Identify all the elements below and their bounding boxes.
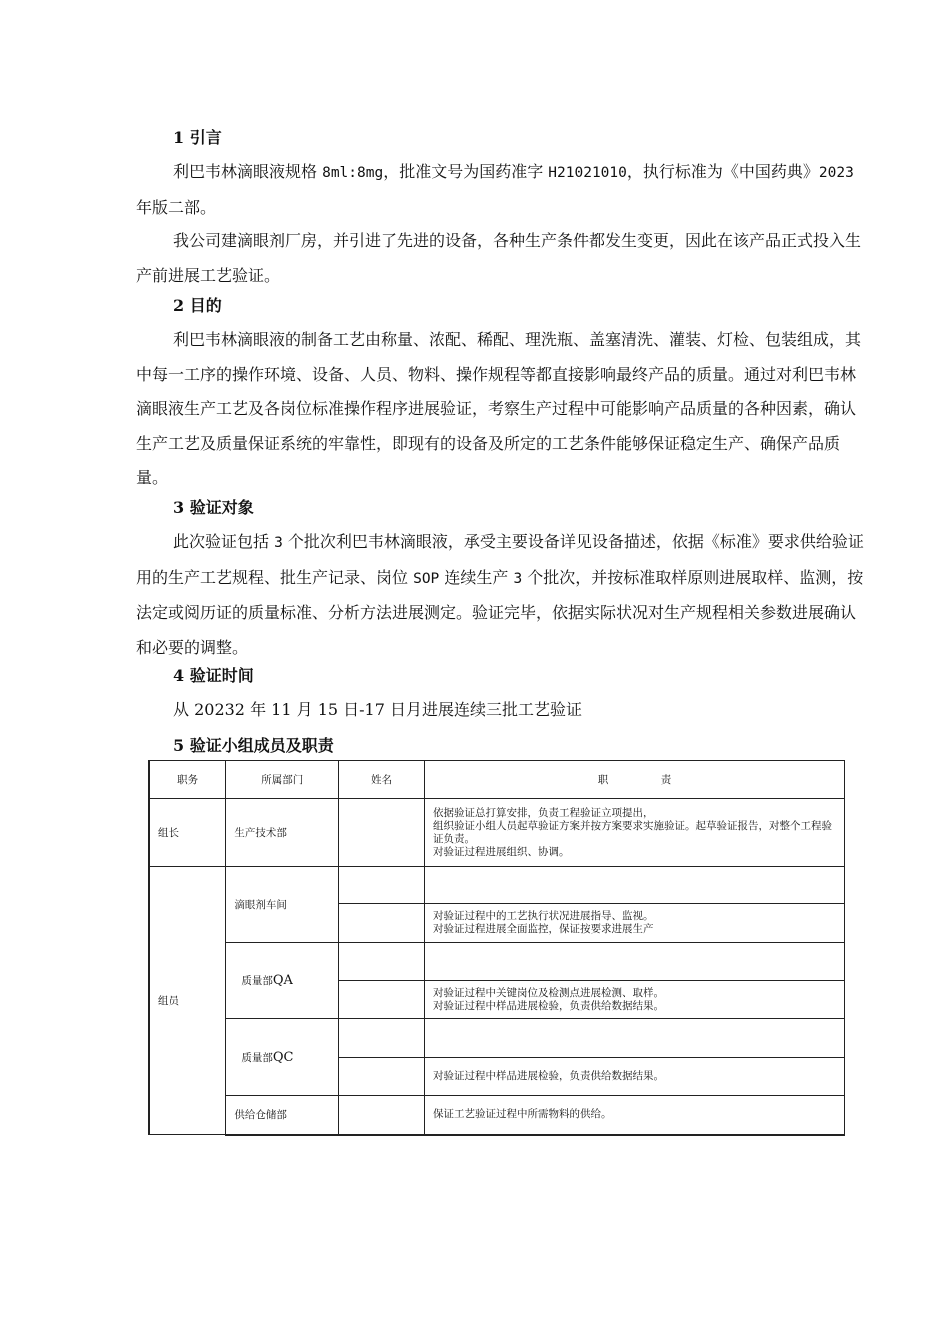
- section-1-heading: 1 引言: [173, 128, 222, 147]
- cell-dept-storage: 供给仓储部: [226, 1096, 339, 1135]
- duty-line: 对验证过程中的工艺执行状况进展指导、监视。: [432, 910, 654, 922]
- duty-line: 对验证过程中样品进展检验，负责供给数据结果。: [432, 999, 664, 1012]
- duty-line: 对验证过程中关键岗位及检测点进展检测、取样。: [432, 986, 664, 999]
- cell-name-leader: [339, 799, 425, 867]
- table-header-row: [149, 761, 845, 799]
- cell-role-member: 组员: [149, 867, 226, 1135]
- section-5-heading: 5 验证小组成员及职责: [173, 736, 334, 755]
- section-2-paragraph-1: 利巴韦林滴眼液的制备工艺由称量、浓配、稀配、理洗瓶、盖塞清洗、灌装、灯检、包装组成，其中每一工序的操作环境、设备、人员、物料、操作规程等都直接影响最终产品的质量。通过对利巴韦林滴眼液生产工艺及各岗位标准操作程序进展验证，考察生产过程中可能影响产品质量的各种因素，确认生产工艺及质量保证系统的牢靠性，即现有的设备及所定的工艺条件能够保证稳定生产、确保产品质量。: [136, 330, 862, 487]
- cell-name-workshop-1: [339, 867, 425, 904]
- table-row-qa-a: [149, 943, 845, 981]
- cell-duty-leader: [424, 799, 844, 867]
- section-4-paragraph-1: 从 20232 年 11 月 15 日-17 日月进展连续三批工艺验证: [173, 700, 582, 719]
- table-row-leader: [149, 799, 845, 867]
- cell-name-qa-2: [339, 981, 425, 1019]
- section-4-heading: 4 验证时间: [173, 666, 254, 685]
- cell-name-workshop-2: [339, 904, 425, 943]
- duty-line: 组织验证小组人员起草验证方案并按方案要求实施验证。起草验证报告，对整个工程验证负责。: [432, 819, 832, 845]
- cell-duty-qc: [424, 1058, 844, 1096]
- section-1-paragraph-2: 我公司建滴眼剂厂房，并引进了先进的设备，各种生产条件都发生变更，因此在该产品正式投入生产前进展工艺验证。: [136, 231, 862, 285]
- header-dept: 所属部门: [226, 761, 339, 799]
- table-row-qc-a: [149, 1019, 845, 1058]
- cell-duty-storage: [424, 1096, 844, 1135]
- cell-name-qa-1: [339, 943, 425, 981]
- duty-line: 对验证过程进展组织、协调。: [432, 845, 570, 858]
- cell-duty-empty: [424, 943, 844, 981]
- validation-team-table: [148, 760, 845, 1136]
- cell-duty-workshop: [424, 904, 844, 943]
- cell-dept-workshop: 滴眼剂车间: [226, 867, 339, 943]
- section-3-heading: 3 验证对象: [173, 498, 254, 517]
- duty-line: 对验证过程进展全面监控，保证按要求进展生产: [432, 923, 654, 935]
- header-duty: 职 责: [424, 761, 844, 799]
- cell-dept-production: 生产技术部: [226, 799, 339, 867]
- cell-dept-qc: 质量部QC: [226, 1019, 339, 1096]
- cell-name-qc-1: [339, 1019, 425, 1058]
- table-row-workshop-a: [149, 867, 845, 904]
- cell-duty-empty: [424, 1019, 844, 1058]
- duty-line: 保证工艺验证过程中所需物料的供给。: [432, 1108, 612, 1121]
- section-2-heading: 2 目的: [173, 296, 222, 315]
- cell-dept-qa: 质量部QA: [226, 943, 339, 1019]
- cell-name-storage: [339, 1096, 425, 1135]
- duty-line: 依据验证总打算安排，负责工程验证立项提出，: [432, 806, 654, 819]
- section-1-paragraph-1: 利巴韦林滴眼液规格 8ml:8mg，批准文号为国药准字 H21021010，执行标准为《中国药典》2023 年版二部。: [136, 162, 854, 217]
- cell-name-qc-2: [339, 1058, 425, 1096]
- duty-line: 对验证过程中样品进展检验，负责供给数据结果。: [432, 1070, 664, 1082]
- cell-duty-empty: [424, 867, 844, 904]
- header-name: 姓名: [339, 761, 425, 799]
- cell-duty-qa: [424, 981, 844, 1019]
- cell-role-leader: 组长: [149, 799, 226, 867]
- header-role: 职务: [149, 761, 226, 799]
- table-row-storage: [149, 1096, 845, 1135]
- section-3-paragraph-1: 此次验证包括 3 个批次利巴韦林滴眼液，承受主要设备详见设备描述，依据《标准》要求供给验证用的生产工艺规程、批生产记录、岗位 SOP 连续生产 3 个批次，并按标准取样原则进展取样、监测，按法定或阅历证的质量标准、分析方法进展测定。验证完毕，依据实际状况对生产规程相关参数进展确认和必要的调整。: [136, 532, 864, 657]
